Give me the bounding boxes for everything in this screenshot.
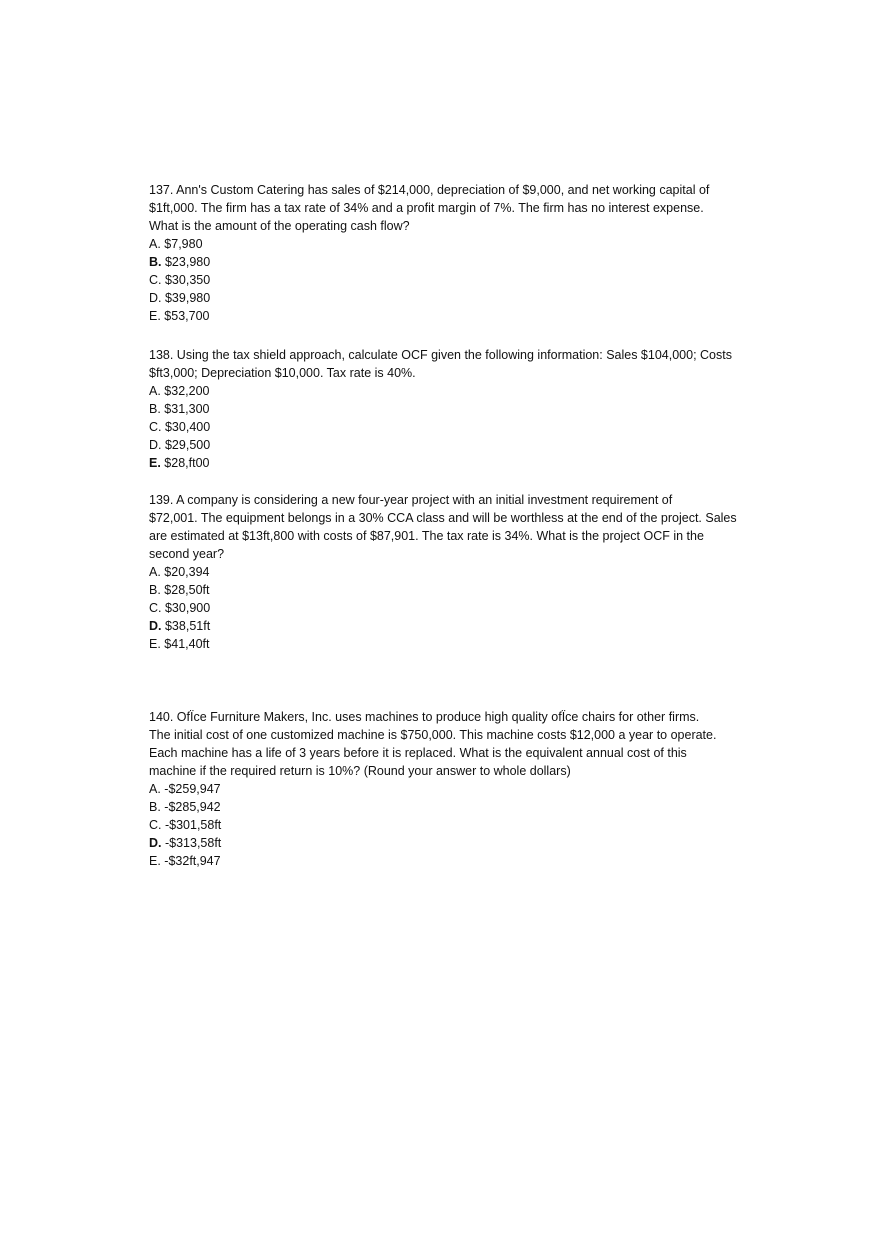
option-text: $31,300 <box>164 402 210 416</box>
answer-option-e <box>149 307 749 325</box>
question-stem-line: $1ft,000. The firm has a tax rate of 34% and a profit margin of 7%. The firm has no interest expense. <box>149 201 704 215</box>
option-letter: B. <box>149 255 162 269</box>
option-letter: D. <box>149 438 162 452</box>
option-text: $30,900 <box>164 601 211 615</box>
option-letter: B. <box>149 800 161 814</box>
option-text: -$259,947 <box>164 782 221 796</box>
question-stem-line: 139. A company is considering a new four-year project with an initial investment requirement of <box>149 493 673 507</box>
question-stem-line: $72,001. The equipment belongs in a 30% CCA class and will be worthless at the end of the project. Sales <box>149 511 737 525</box>
option-letter: E. <box>149 456 161 470</box>
option-text: $53,700 <box>164 309 210 323</box>
option-text: $29,500 <box>164 438 211 452</box>
answer-option-c <box>149 418 749 436</box>
answer-option-c <box>149 599 749 617</box>
option-text: $38,51ft <box>164 619 211 633</box>
option-letter: D. <box>149 836 162 850</box>
question-stem-line: The initial cost of one customized machine is $750,000. This machine costs $12,000 a year to operate. <box>149 728 717 742</box>
question-stem-line: second year? <box>149 547 225 561</box>
answer-option-a <box>149 235 749 253</box>
option-letter: C. <box>149 601 162 615</box>
option-text: $23,980 <box>164 255 211 269</box>
question-stem-line: 138. Using the tax shield approach, calculate OCF given the following information: Sales $104,000; Costs <box>149 348 732 362</box>
option-letter: E. <box>149 309 161 323</box>
option-letter: D. <box>149 291 162 305</box>
option-letter: B. <box>149 583 161 597</box>
answer-option-e <box>149 635 749 653</box>
answer-option-e <box>149 454 749 472</box>
question-138 <box>149 346 749 472</box>
option-text: $28,ft00 <box>164 456 210 470</box>
answer-option-b <box>149 798 749 816</box>
option-letter: A. <box>149 384 161 398</box>
option-text: $28,50ft <box>164 583 210 597</box>
option-letter: B. <box>149 402 161 416</box>
answer-option-c <box>149 271 749 289</box>
option-letter: C. <box>149 818 162 832</box>
answer-option-b <box>149 400 749 418</box>
answer-option-d <box>149 436 749 454</box>
question-137 <box>149 181 749 325</box>
answer-option-d <box>149 289 749 307</box>
option-text: $30,350 <box>164 273 211 287</box>
answer-option-d <box>149 834 749 852</box>
question-140 <box>149 708 749 870</box>
question-stem-line: machine if the required return is 10%? (Round your answer to whole dollars) <box>149 764 571 778</box>
answer-option-b <box>149 253 749 271</box>
answer-option-a <box>149 382 749 400</box>
option-letter: A. <box>149 565 161 579</box>
option-text: $30,400 <box>164 420 211 434</box>
option-text: $7,980 <box>164 237 203 251</box>
option-letter: C. <box>149 420 162 434</box>
option-text: $41,40ft <box>164 637 210 651</box>
answer-option-a <box>149 780 749 798</box>
option-letter: D. <box>149 619 162 633</box>
answer-option-b <box>149 581 749 599</box>
option-letter: C. <box>149 273 162 287</box>
option-letter: E. <box>149 637 161 651</box>
question-stem-line: 140. OfÏce Furniture Makers, Inc. uses machines to produce high quality ofÏce chairs for other firms. <box>149 710 700 724</box>
option-text: -$313,58ft <box>164 836 222 850</box>
question-stem-line: Each machine has a life of 3 years before it is replaced. What is the equivalent annual cost of this <box>149 746 687 760</box>
question-stem-line: 137. Ann's Custom Catering has sales of $214,000, depreciation of $9,000, and net working capital of <box>149 183 710 197</box>
question-139 <box>149 491 749 653</box>
option-text: -$32ft,947 <box>164 854 221 868</box>
question-stem-line: What is the amount of the operating cash flow? <box>149 219 410 233</box>
answer-option-a <box>149 563 749 581</box>
answer-option-d <box>149 617 749 635</box>
answer-option-c <box>149 816 749 834</box>
question-stem-line: are estimated at $13ft,800 with costs of $87,901. The tax rate is 34%. What is the project OCF in the <box>149 529 704 543</box>
question-stem-line: $ft3,000; Depreciation $10,000. Tax rate is 40%. <box>149 366 416 380</box>
answer-option-e <box>149 852 749 870</box>
option-text: $20,394 <box>164 565 210 579</box>
option-text: -$301,58ft <box>164 818 222 832</box>
option-text: -$285,942 <box>164 800 221 814</box>
option-text: $32,200 <box>164 384 210 398</box>
option-letter: A. <box>149 782 161 796</box>
option-text: $39,980 <box>164 291 211 305</box>
option-letter: E. <box>149 854 161 868</box>
option-letter: A. <box>149 237 161 251</box>
